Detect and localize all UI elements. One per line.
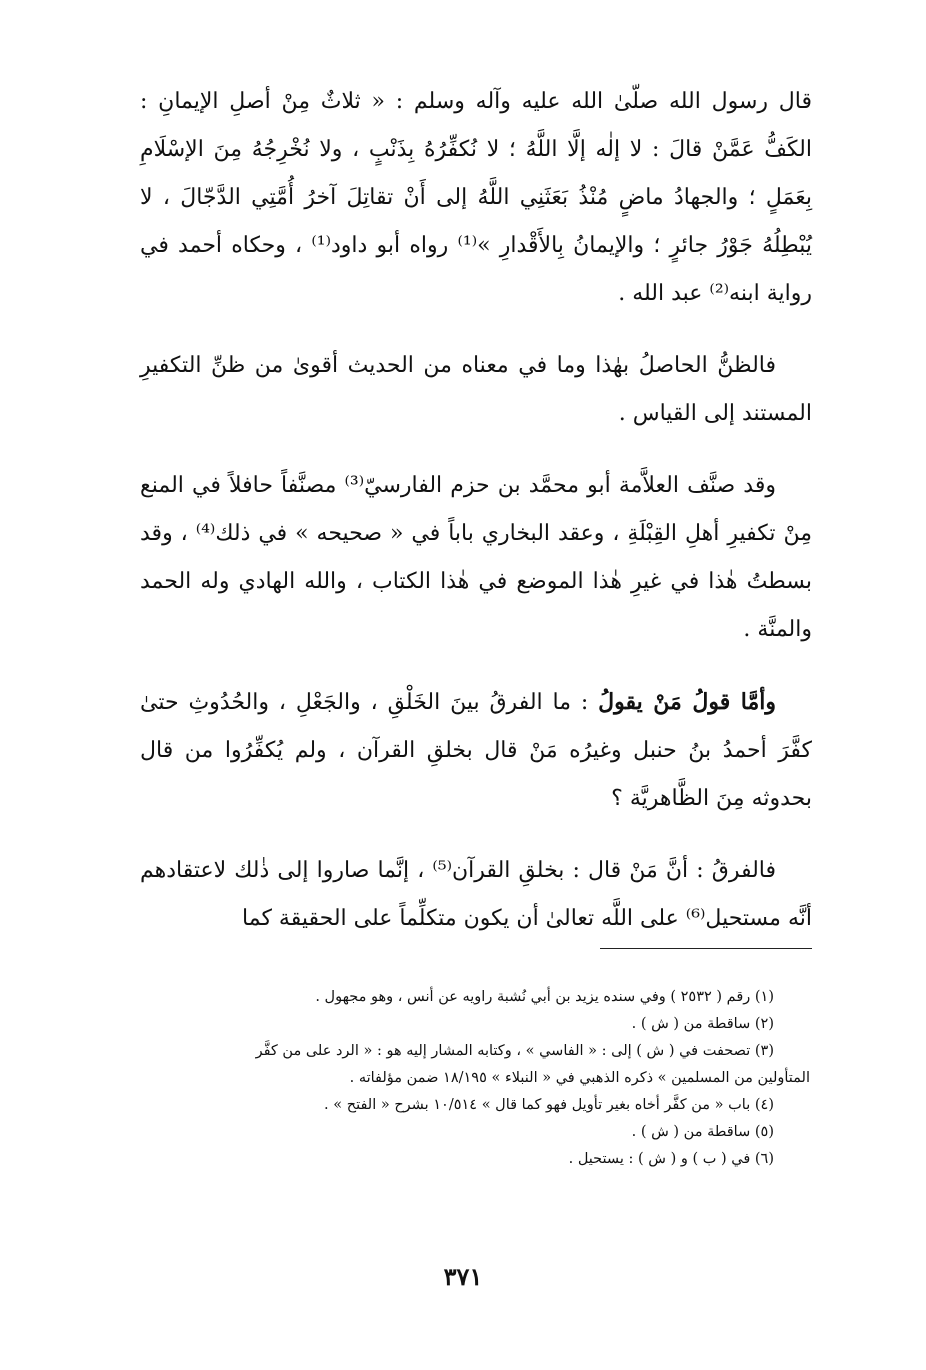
footnote-3: (٣) تصحفت في ( ش ) إلى : « الفاسي » ، وكتابه المشار إليه هو : « الرد على من كفَّر [255,1043,774,1059]
answer-paragraph: فالفرقُ : أنَّ مَنْ قال : بخلقِ القرآن⁽⁵⁾ ، إنَّما صاروا إلى ذٰلك لاعتقادهم أنَّه مستحيل⁽⁶⁾ على اللَّه تعالىٰ أن يكون متكلِّماً على الحقيقة كما [140,858,812,931]
footnote-2: (٢) ساقطة من ( ش ) . [631,1016,774,1032]
footnote-4: (٤) باب « من كفَّر أخاه بغير تأويل فهو كما قال » ١٠/٥١٤ بشرح « الفتح » . [324,1097,774,1113]
footnote-6: (٦) في ( ب ) و ( ش ) : يستحيل . [568,1151,774,1167]
footnote-separator [600,948,812,949]
footnote-5: (٥) ساقطة من ( ش ) . [631,1124,774,1140]
footnote-1: (١) رقم ( ٢٥٣٢ ) وفي سنده يزيد بن أبي نُشبة راويه عن أنس ، وهو مجهول . [315,989,774,1005]
footnote-3-continued: المتأولين من المسلمين » ذكره الذهبي في « النبلاء » ١٨/١٩٥ ضمن مؤلفاته . [349,1070,810,1086]
main-text [140,78,812,943]
question-lead: وأمَّا قولُ مَنْ يقولُ [598,689,776,715]
conclusion-paragraph: فالظنُّ الحاصلُ بهٰذا وما في معناه من الحديث أقوىٰ من ظنِّ التكفيرِ المستند إلى القياس . [140,353,812,426]
footnotes [130,984,810,1173]
ibn-hazm-paragraph: وقد صنَّف العلاَّمة أبو محمَّد بن حزم الفارسيّ⁽³⁾ مصنَّفاً حافلاً في المنع مِنْ تكفيرِ أهلِ القِبْلَةِ ، وعقد البخاري باباً في « صحيحه » في ذلك⁽⁴⁾ ، وقد بسطتُ هٰذا في غيرِ هٰذا الموضع في هٰذا الكتاب ، والله الهادي وله الحمد والمنَّة . [140,473,812,642]
question-paragraph [140,678,812,823]
page-number: ٣٧١ [443,1262,483,1291]
question-rest: : ما الفرقُ بينَ الخَلْقِ ، والجَعْلِ ، والحُدُوثِ حتىٰ كفَّرَ أحمدُ بنُ حنبل وغيرُه مَنْ قال بخلقِ القرآن ، ولم يُكفِّرُوا من قال بحدوثه مِنَ الظَّاهريَّة ؟ [140,690,812,811]
hadith-paragraph: قال رسول الله صلّىٰ الله عليه وآله وسلم : « ثلاثٌ مِنْ أصلِ الإيمانِ : الكَفُّ عَمَّنْ قالَ : لا إلٰه إلَّا اللَّهُ ؛ لا نُكفِّرُهُ بِذَنْبٍ ، ولا نُخْرِجُهُ مِنَ الإسْلَامِ بِعَمَلٍ ؛ والجهادُ ماضٍ مُنْذُ بَعَثَنِي اللَّهُ إلى أَنْ تقاتِلَ آخرُ أُمَّتِي الدَّجّالَ ، لا يُبْطِلُهُ جَوْرُ جائرٍ ؛ والإيمانُ بِالأَقْدارِ »⁽¹⁾ رواه أبو داود⁽¹⁾ ، وحكاه أحمد في رواية ابنه⁽²⁾ عبد الله . [140,89,812,306]
